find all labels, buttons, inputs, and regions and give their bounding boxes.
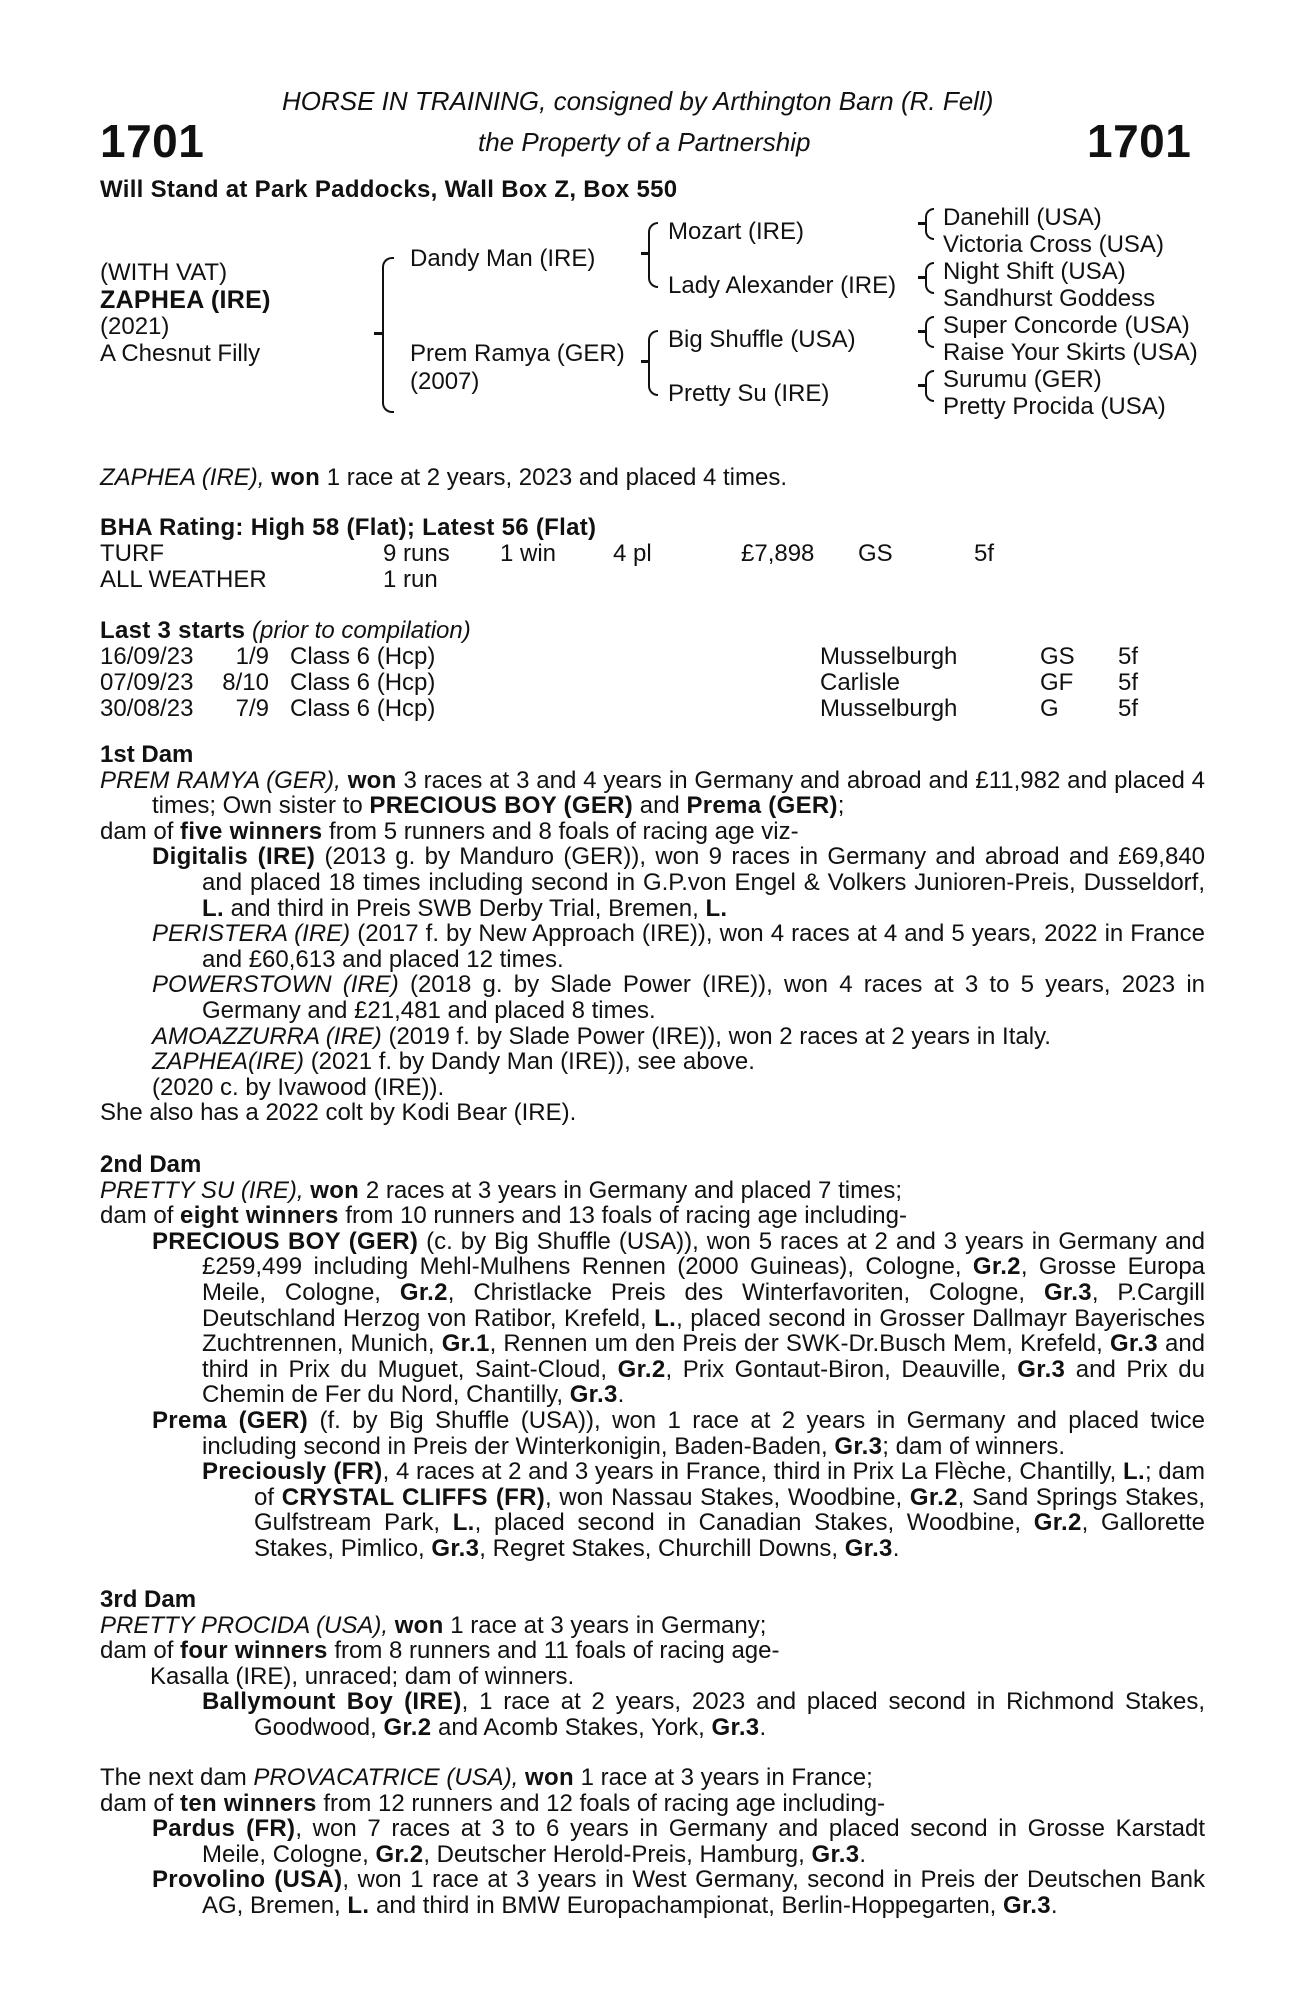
consignor-line: HORSE IN TRAINING, consigned by Arthington Barn (R. Fell) xyxy=(282,86,994,116)
horse-description: A Chesnut Filly xyxy=(100,340,261,367)
produce-item-grand: Ballymount Boy (IRE), 1 race at 2 years, 2023 and placed second in Richmond Stakes, Goodwood, Gr.2 and Acomb Stakes, York, Gr.3. xyxy=(202,1688,1206,1741)
lot-number-left: 1701 xyxy=(100,115,205,167)
produce-item: Digitalis (IRE) (2013 g. by Manduro (GER)), won 9 races in Germany and abroad and £69,840 and placed 18 times including second in G.P.von Engel & Volkers Junioren-Preis, Dusseldorf, L. and third in Preis SWB Derby Trial, Bremen, L. xyxy=(152,843,1206,922)
lot-number-right: 1701 xyxy=(1087,115,1192,167)
second-dam-record: PRETTY SU (IRE), won 2 races at 3 years in Germany and placed 7 times; xyxy=(100,1176,903,1204)
produce-item: AMOAZZURRA (IRE) (2019 f. by Slade Power (IRE)), won 2 races at 2 years in Italy. xyxy=(152,1022,1051,1050)
pedigree-brace-ss xyxy=(925,208,934,240)
first-dam-produce-summary: dam of five winners from 5 runners and 8 foals of racing age viz- xyxy=(100,817,799,845)
produce-item: Kasalla (IRE), unraced; dam of winners. xyxy=(150,1662,575,1690)
pedigree-ds: Big Shuffle (USA) xyxy=(668,326,856,353)
third-dam-section xyxy=(100,1587,1205,1741)
next-dam-record: The next dam PROVACATRICE (USA), won 1 race at 3 years in France; xyxy=(100,1764,873,1791)
next-dam-section xyxy=(100,1765,1205,1919)
produce-item: POWERSTOWN (IRE) (2018 g. by Slade Power (IRE)), won 4 races at 3 to 5 years, 2023 in Germany and £21,481 and placed 8 times. xyxy=(152,971,1205,1024)
pedigree-sds: Night Shift (USA) xyxy=(943,258,1126,285)
pedigree-sss: Danehill (USA) xyxy=(943,204,1102,231)
pedigree-sdd: Sandhurst Goddess xyxy=(943,285,1156,312)
pedigree-brace-main xyxy=(382,257,394,413)
produce-item: PRECIOUS BOY (GER) (c. by Big Shuffle (USA)), won 5 races at 2 and 3 years in Germany and £259,499 including Mehl-Mulhens Rennen (2000 Guineas), Cologne, Gr.2, Grosse Europa Meile, Cologne, Gr.2, Christlacke Preis des Winterfavoriten, Cologne, Gr.3, P.Cargill Deutschland Herzog von Ratibor, Krefeld, L., placed second in Grosser Dallmayr Bayerisches Zuchtrennen, Munich, Gr.1, Rennen um den Preis der SWK-Dr.Busch Mem, Krefeld, Gr.3 and third in Prix du Muguet, Saint-Cloud, Gr.2, Prix Gontaut-Biron, Deauville, Gr.3 and Prix du Chemin de Fer du Nord, Chantilly, Gr.3. xyxy=(152,1227,1206,1409)
third-dam-record: PRETTY PROCIDA (USA), won 1 race at 3 years in Germany; xyxy=(100,1611,767,1639)
next-dam-produce-summary: dam of ten winners from 12 runners and 12 foals of racing age including- xyxy=(100,1789,886,1817)
horse-year: (2021) xyxy=(100,313,170,340)
pedigree-brace-sd xyxy=(925,262,934,294)
pedigree-brace-ds xyxy=(925,316,934,348)
produce-item: Pardus (FR), won 7 races at 3 to 6 years in Germany and placed second in Grosse Karstadt Meile, Cologne, Gr.2, Deutscher Herold-Preis, Hamburg, Gr.3. xyxy=(152,1815,1206,1868)
pedigree-sire: Dandy Man (IRE) xyxy=(410,245,596,272)
first-dam-record: PREM RAMYA (GER), won 3 races at 3 and 4 years in Germany and abroad and £11,982 and placed 4 times; Own sister to PRECIOUS BOY (GER) and Prema (GER); xyxy=(100,766,1206,820)
stand-line: Will Stand at Park Paddocks, Wall Box Z, Box 550 xyxy=(100,176,678,203)
pedigree-sd: Lady Alexander (IRE) xyxy=(668,272,897,299)
produce-item: Provolino (USA), won 1 race at 3 years in West Germany, second in Preis der Deutschen Bank AG, Bremen, L. and third in BMW Europachampionat, Berlin-Hoppegarten, Gr.3. xyxy=(152,1866,1205,1919)
pedigree-brace-dd xyxy=(925,370,934,402)
pedigree-dds: Surumu (GER) xyxy=(943,366,1102,393)
property-line: the Property of a Partnership xyxy=(478,127,811,157)
third-dam-heading: 3rd Dam xyxy=(100,1586,197,1613)
pedigree-dsd: Raise Your Skirts (USA) xyxy=(943,339,1198,366)
produce-item: ZAPHEA(IRE) (2021 f. by Dandy Man (IRE)), see above. xyxy=(152,1048,755,1076)
pedigree-dam-year: (2007) xyxy=(410,368,480,395)
produce-item: (2020 c. by Ivawood (IRE)). xyxy=(152,1073,445,1101)
produce-item-grand: Preciously (FR), 4 races at 2 and 3 years in France, third in Prix La Flèche, Chantilly, L.; dam of CRYSTAL CLIFFS (FR), won Nassau Stakes, Woodbine, Gr.2, Sand Springs Stakes, Gulfstream Park, L., placed second in Canadian Stakes, Woodbine, Gr.2, Gallorette Stakes, Pimlico, Gr.3, Regret Stakes, Churchill Downs, Gr.3. xyxy=(202,1458,1206,1562)
first-dam-heading: 1st Dam xyxy=(100,741,194,768)
pedigree-ssd: Victoria Cross (USA) xyxy=(943,231,1164,258)
pedigree-dss: Super Concorde (USA) xyxy=(943,312,1190,339)
horse-name: ZAPHEA (IRE) xyxy=(100,286,271,314)
produce-item: Prema (GER) (f. by Big Shuffle (USA)), won 1 race at 2 years in Germany and placed twice including second in Preis der Winterkonigin, Baden-Baden, Gr.3; dam of winners. xyxy=(152,1406,1206,1460)
last-starts-title: Last 3 starts (prior to compilation) xyxy=(100,617,471,644)
pedigree-dam: Prem Ramya (GER) xyxy=(410,340,625,367)
pedigree-brace-sire xyxy=(648,222,658,288)
produce-item: PERISTERA (IRE) (2017 f. by New Approach (IRE)), won 4 races at 4 and 5 years, 2022 in France and £60,613 and placed 12 times. xyxy=(152,920,1205,973)
pedigree-ss: Mozart (IRE) xyxy=(668,218,805,245)
pedigree-dd: Pretty Su (IRE) xyxy=(668,380,830,407)
race-summary: ZAPHEA (IRE), won 1 race at 2 years, 2023 and placed 4 times. xyxy=(100,464,787,491)
first-dam-also: She also has a 2022 colt by Kodi Bear (IRE). xyxy=(100,1099,577,1127)
pedigree-brace-dam xyxy=(648,330,658,396)
pedigree-ddd: Pretty Procida (USA) xyxy=(943,393,1166,420)
second-dam-section xyxy=(100,1152,1205,1562)
second-dam-heading: 2nd Dam xyxy=(100,1151,202,1178)
first-dam-section xyxy=(100,742,1205,1126)
rating-title: BHA Rating: High 58 (Flat); Latest 56 (Flat) xyxy=(100,514,597,541)
second-dam-produce-summary: dam of eight winners from 10 runners and 13 foals of racing age including- xyxy=(100,1202,907,1230)
third-dam-produce-summary: dam of four winners from 8 runners and 11 foals of racing age- xyxy=(100,1637,780,1665)
vat-label: (WITH VAT) xyxy=(100,259,228,286)
